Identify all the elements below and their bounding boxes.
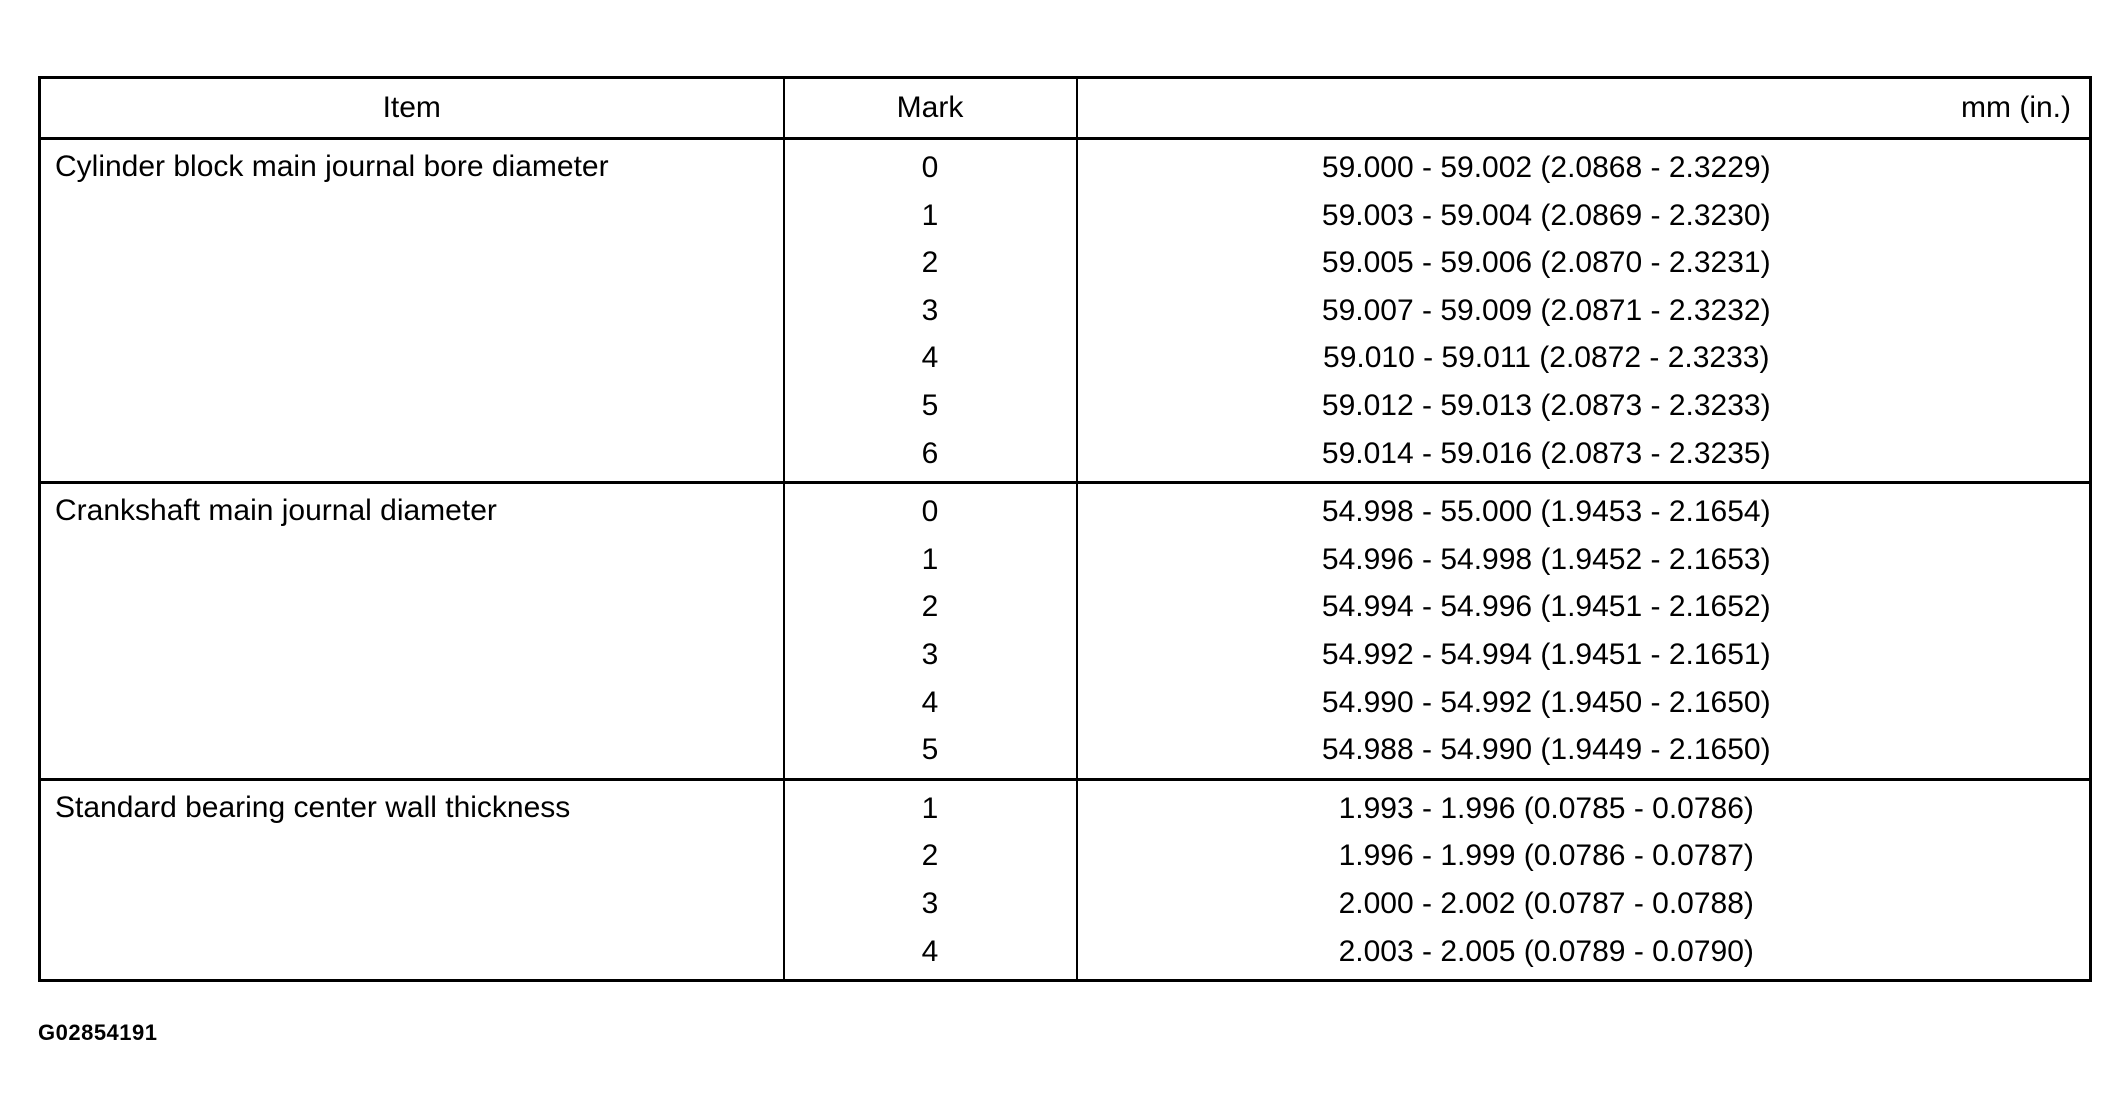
spec-group [40, 779, 2091, 980]
mark-cell: 1 [784, 536, 1077, 584]
mark-cell: 2 [784, 239, 1077, 287]
item-label: Crankshaft main journal diameter [40, 483, 784, 780]
value-cell: 54.996 - 54.998 (1.9452 - 2.1653) [1077, 536, 2091, 584]
mark-cell: 3 [784, 287, 1077, 335]
value-cell: 54.988 - 54.990 (1.9449 - 2.1650) [1077, 726, 2091, 779]
value-cell: 1.996 - 1.999 (0.0786 - 0.0787) [1077, 832, 2091, 880]
value-cell: 59.010 - 59.011 (2.0872 - 2.3233) [1077, 334, 2091, 382]
table-header [40, 78, 2091, 139]
header-mark: Mark [784, 78, 1077, 139]
value-cell: 59.007 - 59.009 (2.0871 - 2.3232) [1077, 287, 2091, 335]
spec-group [40, 483, 2091, 780]
value-cell: 59.012 - 59.013 (2.0873 - 2.3233) [1077, 382, 2091, 430]
table-row [40, 779, 2091, 832]
mark-cell: 4 [784, 928, 1077, 981]
value-cell: 59.003 - 59.004 (2.0869 - 2.3230) [1077, 192, 2091, 240]
value-cell: 59.000 - 59.002 (2.0868 - 2.3229) [1077, 139, 2091, 192]
table-row [40, 483, 2091, 536]
mark-cell: 5 [784, 726, 1077, 779]
mark-cell: 0 [784, 483, 1077, 536]
mark-cell: 4 [784, 334, 1077, 382]
mark-cell: 4 [784, 679, 1077, 727]
value-cell: 54.992 - 54.994 (1.9451 - 2.1651) [1077, 631, 2091, 679]
value-cell: 2.003 - 2.005 (0.0789 - 0.0790) [1077, 928, 2091, 981]
mark-cell: 2 [784, 832, 1077, 880]
value-cell: 54.998 - 55.000 (1.9453 - 2.1654) [1077, 483, 2091, 536]
value-cell: 59.014 - 59.016 (2.0873 - 2.3235) [1077, 430, 2091, 483]
value-cell: 59.005 - 59.006 (2.0870 - 2.3231) [1077, 239, 2091, 287]
figure-code: G02854191 [38, 1020, 158, 1045]
table-row [40, 139, 2091, 192]
mark-cell: 2 [784, 583, 1077, 631]
header-unit: mm (in.) [1077, 78, 2091, 139]
header-row [40, 78, 2091, 139]
value-cell: 54.994 - 54.996 (1.9451 - 2.1652) [1077, 583, 2091, 631]
mark-cell: 6 [784, 430, 1077, 483]
value-cell: 2.000 - 2.002 (0.0787 - 0.0788) [1077, 880, 2091, 928]
mark-cell: 0 [784, 139, 1077, 192]
item-label: Standard bearing center wall thickness [40, 779, 784, 980]
mark-cell: 3 [784, 880, 1077, 928]
spec-table [38, 76, 2092, 982]
header-item: Item [40, 78, 784, 139]
mark-cell: 5 [784, 382, 1077, 430]
value-cell: 54.990 - 54.992 (1.9450 - 2.1650) [1077, 679, 2091, 727]
mark-cell: 1 [784, 192, 1077, 240]
spec-group [40, 139, 2091, 483]
item-label: Cylinder block main journal bore diameter [40, 139, 784, 483]
mark-cell: 1 [784, 779, 1077, 832]
mark-cell: 3 [784, 631, 1077, 679]
value-cell: 1.993 - 1.996 (0.0785 - 0.0786) [1077, 779, 2091, 832]
